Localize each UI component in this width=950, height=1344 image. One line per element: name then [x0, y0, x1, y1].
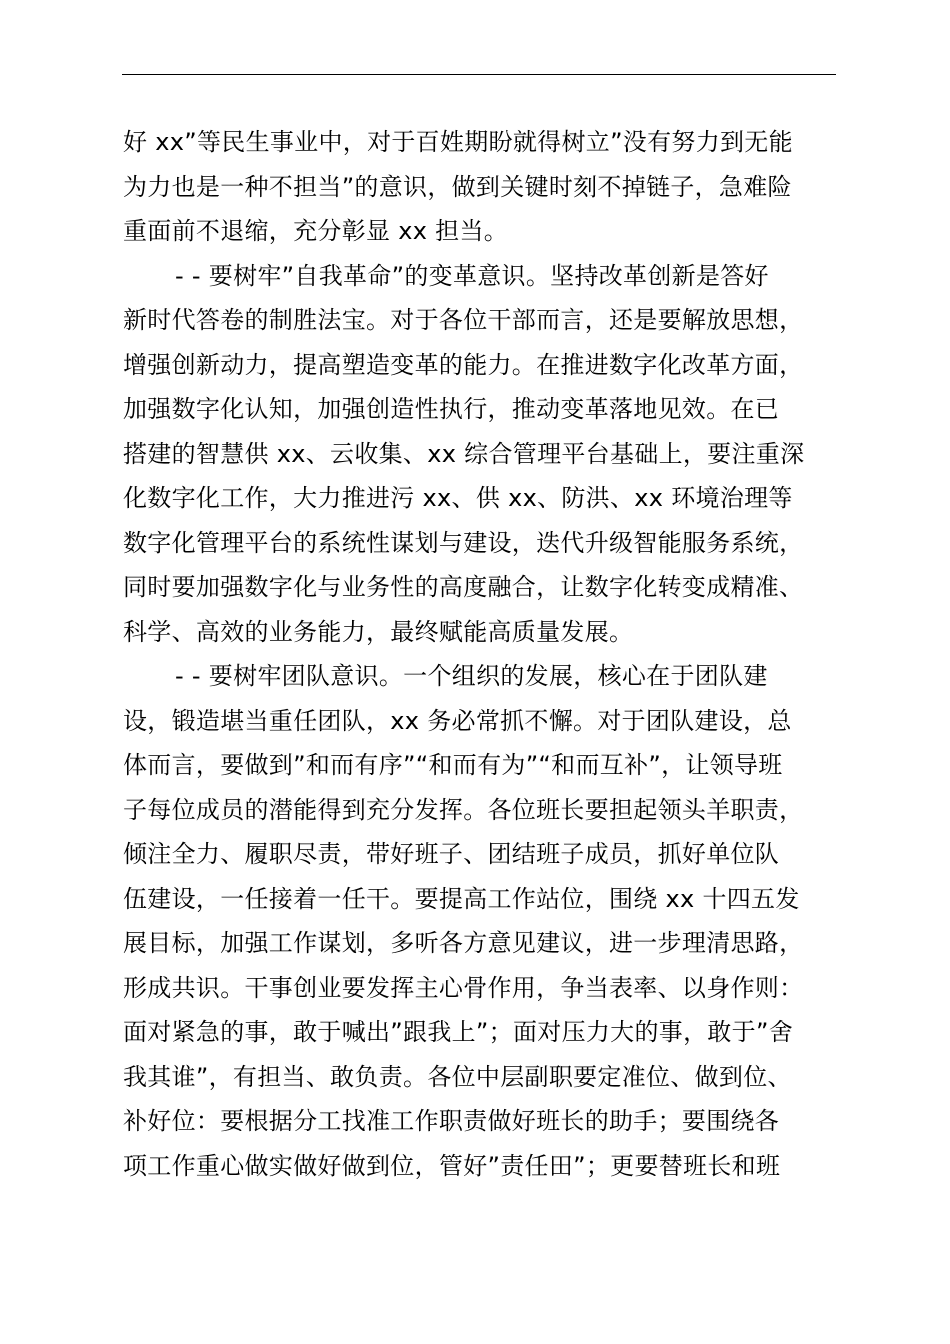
- paragraph-first-line: - - 要树牢团队意识。一个组织的发展，核心在于团队建: [175, 662, 768, 690]
- text-line: 我其谁”，有担当、敢负责。各位中层副职要定准位、做到位、: [123, 1062, 792, 1091]
- text-line: 伍建设，一任接着一任干。要提高工作站位，围绕 xx 十四五发: [123, 884, 800, 913]
- text-line: 好 xx”等民生事业中，对于百姓期盼就得树立”没有努力到无能: [123, 128, 793, 156]
- text-line: 面对紧急的事，敢于喊出”跟我上”；面对压力大的事，敢于”舍: [123, 1018, 793, 1046]
- paragraph-first-line: - - 要树牢”自我革命”的变革意识。坚持改革创新是答好: [175, 261, 769, 290]
- text-line: 数字化管理平台的系统性谋划与建设，迭代升级智能服务系统，: [123, 528, 804, 557]
- text-line: 重面前不退缩，充分彰显 xx 担当。: [123, 217, 509, 245]
- text-line: 形成共识。干事创业要发挥主心骨作用，争当表率、以身作则：: [123, 973, 804, 1002]
- text-line: 新时代答卷的制胜法宝。对于各位干部而言，还是要解放思想，: [123, 306, 804, 334]
- text-line: 搭建的智慧供 xx、云收集、xx 综合管理平台基础上，要注重深: [123, 439, 805, 468]
- text-line: 倾注全力、履职尽责，带好班子、团结班子成员，抓好单位队: [123, 840, 780, 868]
- text-line: 同时要加强数字化与业务性的高度融合，让数字化转变成精准、: [123, 573, 804, 601]
- text-line: 展目标，加强工作谋划，多听各方意见建议，进一步理清思路，: [123, 929, 804, 957]
- text-line: 增强创新动力，提高塑造变革的能力。在推进数字化改革方面，: [123, 350, 804, 379]
- header-rule: [122, 74, 836, 75]
- text-line: 设，锻造堪当重任团队，xx 务必常抓不懈。对于团队建设，总: [123, 706, 792, 735]
- text-line: 为力也是一种不担当”的意识，做到关键时刻不掉链子，急难险: [123, 172, 792, 201]
- text-line: 补好位：要根据分工找准工作职责做好班长的助手；要围绕各: [123, 1107, 780, 1135]
- text-line: 体而言，要做到”和而有序”“和而有为”“和而互补”，让领导班: [123, 751, 783, 779]
- text-line: 子每位成员的潜能得到充分发挥。各位班长要担起领头羊职责，: [123, 795, 804, 824]
- text-line: 化数字化工作，大力推进污 xx、供 xx、防洪、xx 环境治理等: [123, 484, 793, 512]
- text-line: 项工作重心做实做好做到位，管好”责任田”；更要替班长和班: [123, 1151, 781, 1180]
- body-text: [123, 120, 863, 1188]
- text-line: 加强数字化认知，加强创造性执行，推动变革落地见效。在已: [123, 395, 780, 423]
- text-line: 科学、高效的业务能力，最终赋能高质量发展。: [123, 617, 634, 646]
